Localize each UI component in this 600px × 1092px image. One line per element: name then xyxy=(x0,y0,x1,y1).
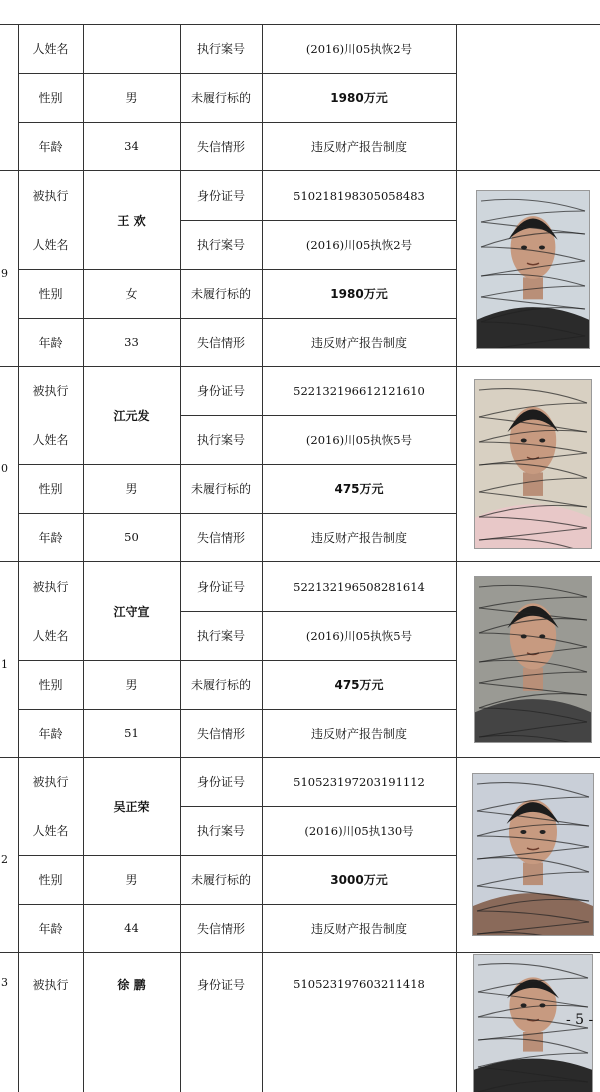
grid-line xyxy=(18,709,180,710)
label-amount: 未履行标的 xyxy=(190,482,251,496)
label-name-top: 被执行 xyxy=(32,977,69,992)
situation-value: 违反财产报告制度 xyxy=(310,139,407,154)
person-name: 江元发 xyxy=(113,408,150,423)
grid-line xyxy=(180,415,456,416)
label-amount: 未履行标的 xyxy=(190,91,251,105)
label-name-top: 被执行 xyxy=(32,580,69,594)
label-situation: 失信情形 xyxy=(196,530,245,545)
label-amount: 未履行标的 xyxy=(190,678,251,692)
grid-line xyxy=(83,122,180,123)
grid-line xyxy=(18,269,83,270)
label-gender: 性别 xyxy=(38,873,63,887)
grid-line xyxy=(180,806,456,807)
age-value: 34 xyxy=(124,139,139,153)
label-age: 年龄 xyxy=(38,530,63,545)
label-id-number: 身份证号 xyxy=(196,775,245,789)
record-index: 2 xyxy=(1,853,8,866)
label-name-bottom: 人姓名 xyxy=(32,824,69,838)
label-age: 年龄 xyxy=(38,726,63,741)
grid-line xyxy=(18,122,83,123)
grid-line xyxy=(180,318,456,319)
page-number: - 5 - xyxy=(566,1012,594,1028)
label-name-bottom: 人姓名 xyxy=(32,238,69,252)
label-situation: 失信情形 xyxy=(196,335,245,350)
situation-value: 违反财产报告制度 xyxy=(310,530,407,545)
label-name-bottom: 人姓名 xyxy=(32,629,69,643)
case-number-value: (2016)川05执恢5号 xyxy=(305,628,413,643)
situation-value: 违反财产报告制度 xyxy=(310,921,407,936)
label-name-top: 被执行 xyxy=(32,775,69,789)
record-index: 9 xyxy=(1,267,8,280)
grid-line xyxy=(18,464,83,465)
gender-value: 男 xyxy=(125,482,138,496)
label-id-number: 身份证号 xyxy=(196,580,245,594)
label-case-number: 执行案号 xyxy=(196,629,245,643)
grid-line xyxy=(180,611,456,612)
grid-line xyxy=(83,269,180,270)
grid-line xyxy=(0,24,600,25)
label-case-number: 执行案号 xyxy=(196,824,245,838)
grid-line xyxy=(18,24,19,1092)
amount-value: 1980万元 xyxy=(330,91,388,105)
case-number-value: (2016)川05执130号 xyxy=(304,823,414,838)
label-id-number: 身份证号 xyxy=(196,384,245,398)
label-name-top: 被执行 xyxy=(32,189,69,203)
id-number-value: 510523197603211418 xyxy=(293,977,425,991)
label-name-bottom: 人姓名 xyxy=(32,433,69,447)
grid-line xyxy=(0,561,600,562)
label-gender: 性别 xyxy=(38,91,63,105)
grid-line xyxy=(83,855,180,856)
grid-line xyxy=(456,24,457,1092)
age-value: 44 xyxy=(124,921,139,935)
grid-line xyxy=(83,73,180,74)
gender-value: 男 xyxy=(125,678,138,692)
amount-value: 475万元 xyxy=(334,678,384,692)
grid-line xyxy=(180,122,456,123)
grid-line xyxy=(18,904,180,905)
grid-line xyxy=(0,366,600,367)
id-number-value: 510523197203191112 xyxy=(293,774,425,789)
grid-line xyxy=(180,73,456,74)
label-situation: 失信情形 xyxy=(196,726,245,741)
grid-line xyxy=(180,513,456,514)
label-gender: 性别 xyxy=(38,482,63,496)
label-situation: 失信情形 xyxy=(196,921,245,936)
grid-line xyxy=(180,904,456,905)
label-name-top: 被执行 xyxy=(32,384,69,398)
record-index: 1 xyxy=(1,658,8,671)
grid-line xyxy=(180,855,456,856)
amount-value: 3000万元 xyxy=(330,873,388,887)
record-index: 3 xyxy=(1,976,8,989)
label-id-number: 身份证号 xyxy=(196,189,245,203)
person-name: 徐 鹏 xyxy=(117,977,146,992)
label-case-number: 执行案号 xyxy=(196,42,245,56)
case-number-value: (2016)川05执恢2号 xyxy=(305,237,413,252)
label-gender: 性别 xyxy=(38,678,63,692)
person-name: 江守宣 xyxy=(113,604,150,619)
age-value: 51 xyxy=(124,726,139,740)
grid-line xyxy=(0,170,600,171)
gender-value: 女 xyxy=(125,287,138,301)
grid-line xyxy=(18,73,83,74)
grid-line xyxy=(18,318,180,319)
grid-line xyxy=(83,660,180,661)
person-photo xyxy=(476,190,590,349)
grid-line xyxy=(18,855,83,856)
record-index: 0 xyxy=(1,462,8,475)
label-amount: 未履行标的 xyxy=(190,873,251,887)
person-name: 王 欢 xyxy=(117,213,146,228)
id-number-value: 522132196612121610 xyxy=(293,383,425,398)
grid-line xyxy=(180,269,456,270)
person-name: 吴正荣 xyxy=(113,799,150,814)
grid-line xyxy=(0,757,600,758)
amount-value: 475万元 xyxy=(334,482,384,496)
grid-line xyxy=(180,464,456,465)
gender-value: 男 xyxy=(125,91,138,105)
label-age: 年龄 xyxy=(38,921,63,936)
label-case-number: 执行案号 xyxy=(196,238,245,252)
person-photo xyxy=(474,379,592,549)
case-number-value: (2016)川05执恢5号 xyxy=(305,432,413,447)
grid-line xyxy=(18,660,83,661)
age-value: 33 xyxy=(124,335,139,349)
grid-line xyxy=(83,464,180,465)
label-name-bottom: 人姓名 xyxy=(32,42,69,56)
grid-line xyxy=(180,660,456,661)
label-age: 年龄 xyxy=(38,139,63,154)
age-value: 50 xyxy=(124,530,139,544)
label-situation: 失信情形 xyxy=(196,139,245,154)
grid-line xyxy=(180,24,181,1092)
amount-value: 1980万元 xyxy=(330,287,388,301)
label-age: 年龄 xyxy=(38,335,63,350)
grid-line xyxy=(83,24,84,1092)
grid-line xyxy=(0,952,600,953)
grid-line xyxy=(180,709,456,710)
grid-line xyxy=(18,513,180,514)
label-amount: 未履行标的 xyxy=(190,287,251,301)
person-photo xyxy=(472,773,594,936)
situation-value: 违反财产报告制度 xyxy=(310,335,407,350)
label-gender: 性别 xyxy=(38,287,63,301)
gender-value: 男 xyxy=(125,873,138,887)
situation-value: 违反财产报告制度 xyxy=(310,726,407,741)
label-id-number: 身份证号 xyxy=(196,977,245,992)
person-photo xyxy=(474,576,592,743)
id-number-value: 522132196508281614 xyxy=(293,579,425,594)
case-number-value: (2016)川05执恢2号 xyxy=(305,41,413,56)
label-case-number: 执行案号 xyxy=(196,433,245,447)
grid-line xyxy=(180,220,456,221)
id-number-value: 510218198305058483 xyxy=(293,188,425,203)
grid-line xyxy=(262,24,263,1092)
